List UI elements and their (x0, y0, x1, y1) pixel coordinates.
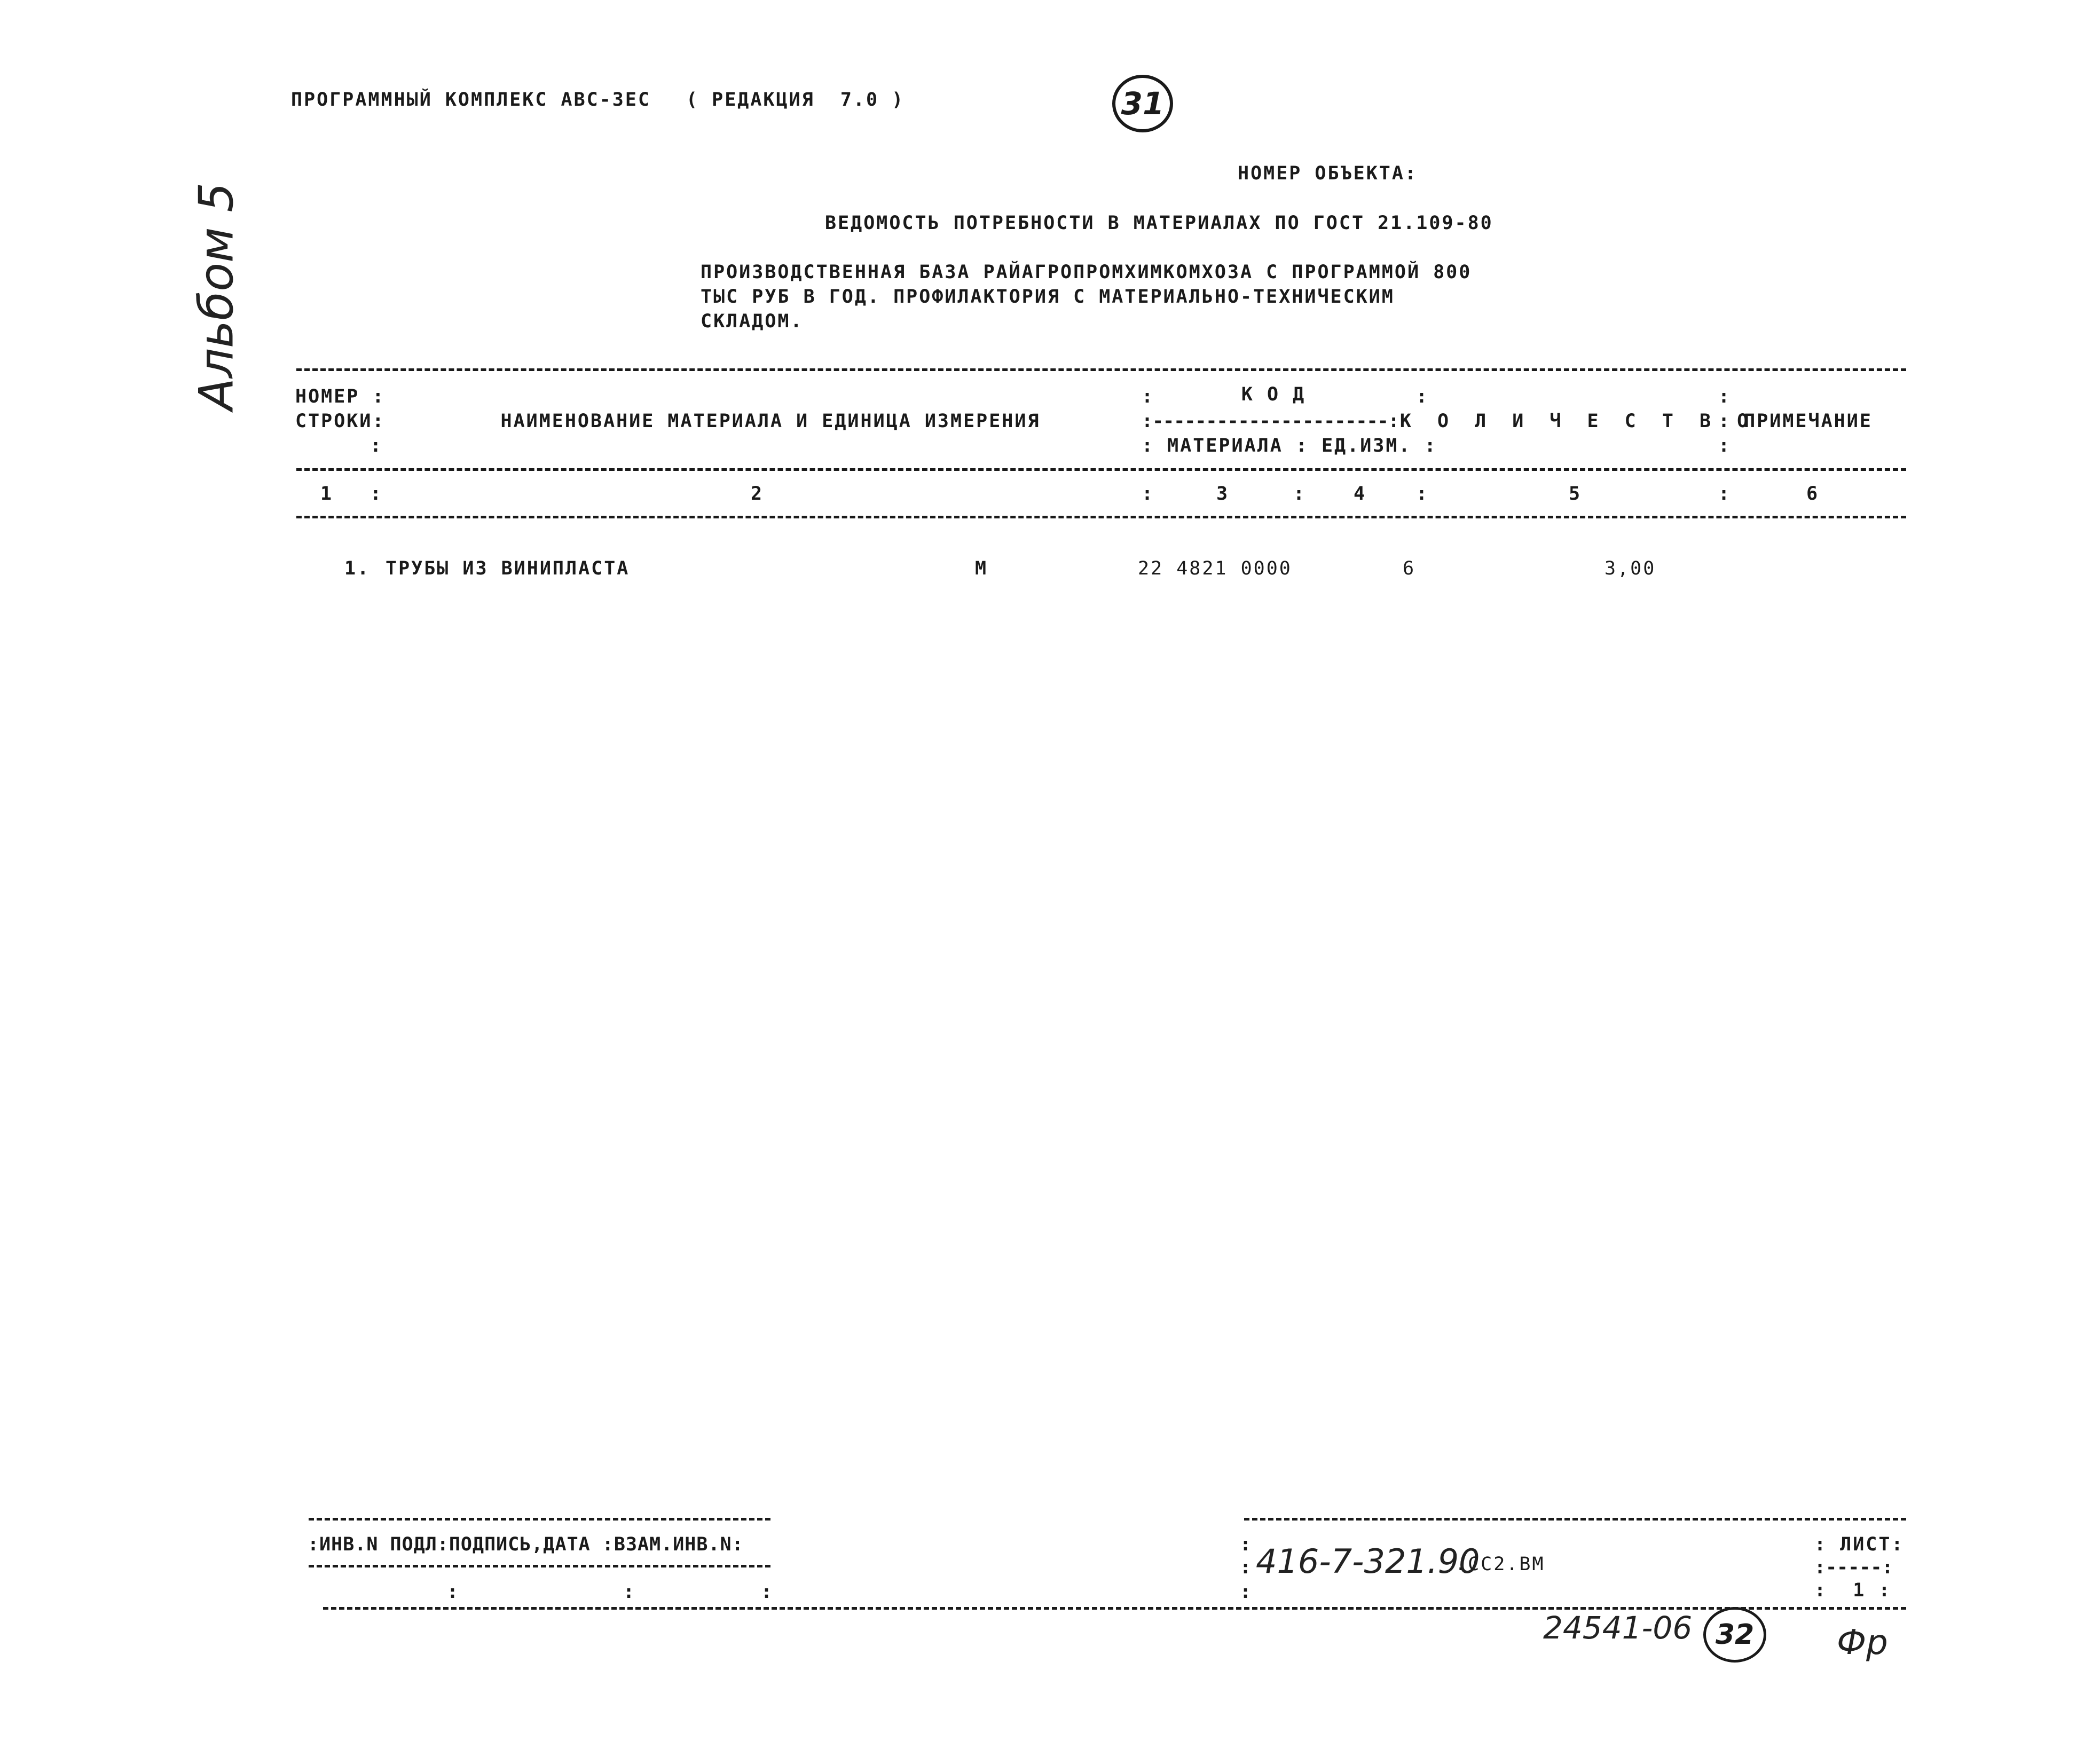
row-unit: М (975, 558, 988, 579)
header-row-number-line2: СТРОКИ: (295, 411, 386, 432)
stamp-doc-sep-1: : (1240, 1534, 1253, 1555)
header-code: К О Д (1241, 384, 1306, 405)
stamp-left-sep-1: : (447, 1581, 460, 1603)
subtitle-line-2: ТЫС РУБ В ГОД. ПРОФИЛАКТОРИЯ С МАТЕРИАЛЬНО-ТЕХНИЧЕСКИМ (701, 286, 1395, 308)
subtitle-line-3: СКЛАДОМ. (701, 311, 804, 332)
stamp-doc-suffix: .СС2.ВМ (1455, 1554, 1545, 1575)
column-number-2: 2 (750, 483, 764, 505)
stamp-doc-sep-2: : (1240, 1557, 1253, 1578)
header-row-number-line3: : (370, 435, 383, 456)
header-code-sep-left: : (1142, 386, 1155, 407)
document-title: ВЕДОМОСТЬ ПОТРЕБНОСТИ В МАТЕРИАЛАХ ПО ГОСТ 21.109-80 (825, 212, 1493, 234)
program-edition: ( РЕДАКЦИЯ 7.0 ) (686, 89, 905, 111)
stamp-left-header: :ИНВ.N ПОДЛ:ПОДПИСЬ,ДАТА :ВЗАМ.ИНВ.N: (308, 1534, 744, 1555)
subtitle-line-1: ПРОИЗВОДСТВЕННАЯ БАЗА РАЙАГРОПРОМХИМКОМХОЗА С ПРОГРАММОЙ 800 (701, 262, 1472, 283)
program-name: ПРОГРАММНЫЙ КОМПЛЕКС АВС-3ЕС (291, 89, 651, 111)
column-number-sep-2: : (1142, 483, 1155, 505)
header-note-sep-top: : (1718, 386, 1732, 407)
bottom-number-circle-text: 32 (1715, 1619, 1755, 1651)
table-numbers-rule (296, 516, 1906, 518)
header-note-sep-bottom: : (1718, 435, 1732, 456)
bottom-number-circle (1703, 1607, 1766, 1663)
column-number-1: 1 (320, 483, 334, 505)
header-code-subcolumns: : МАТЕРИАЛА : ЕД.ИЗМ. : (1142, 435, 1437, 456)
stamp-right-top-rule (1244, 1518, 1906, 1521)
archive-number-handwritten: 24541-06 (1543, 1610, 1693, 1646)
column-number-sep-5: : (1718, 483, 1732, 505)
stamp-left-sep-3: : (761, 1581, 774, 1603)
column-number-sep-1: : (370, 483, 383, 505)
header-code-dashes: :----------------------: (1142, 411, 1399, 432)
column-number-6: 6 (1806, 483, 1820, 505)
stamp-sheet-dash: :-----: (1814, 1557, 1893, 1578)
table-top-rule (296, 368, 1906, 371)
initials-handwritten: Фр (1837, 1623, 1888, 1663)
column-number-4: 4 (1353, 483, 1367, 505)
stamp-left-mid-rule (309, 1565, 770, 1567)
header-code-sep-right: : (1416, 386, 1429, 407)
row-material-code: 22 4821 0000 (1138, 558, 1292, 579)
page-number-circle-text: 31 (1121, 85, 1165, 122)
column-number-sep-3: : (1293, 483, 1307, 505)
table-header-rule (296, 468, 1906, 471)
column-number-3: 3 (1216, 483, 1230, 505)
row-quantity: 3,00 (1605, 558, 1656, 579)
header-quantity: К О Л И Ч Е С Т В О (1399, 411, 1756, 432)
object-number-label: НОМЕР ОБЪЕКТА: (1238, 163, 1418, 184)
header-note: : ПРИМЕЧАНИЕ (1718, 411, 1873, 432)
page-number-circle (1112, 75, 1173, 132)
stamp-doc-sep-3: : (1240, 1581, 1253, 1603)
stamp-sheet-label: : ЛИСТ: (1814, 1534, 1905, 1555)
stamp-left-sep-2: : (623, 1581, 636, 1603)
stamp-left-top-rule (309, 1518, 770, 1521)
row-unit-code: 6 (1403, 558, 1416, 579)
row-number: 1. (344, 558, 371, 579)
header-material-name: НАИМЕНОВАНИЕ МАТЕРИАЛА И ЕДИНИЦА ИЗМЕРЕНИЯ (500, 411, 1041, 432)
column-number-sep-4: : (1416, 483, 1429, 505)
header-row-number-line1: НОМЕР : (295, 386, 386, 407)
stamp-doc-number-handwritten: 416-7-321.90 (1256, 1542, 1480, 1581)
row-material-name: ТРУБЫ ИЗ ВИНИПЛАСТА (386, 558, 630, 579)
side-album-note: Альбом 5 (188, 182, 244, 411)
stamp-sheet-number: : 1 : (1814, 1580, 1892, 1601)
column-number-5: 5 (1568, 483, 1582, 505)
